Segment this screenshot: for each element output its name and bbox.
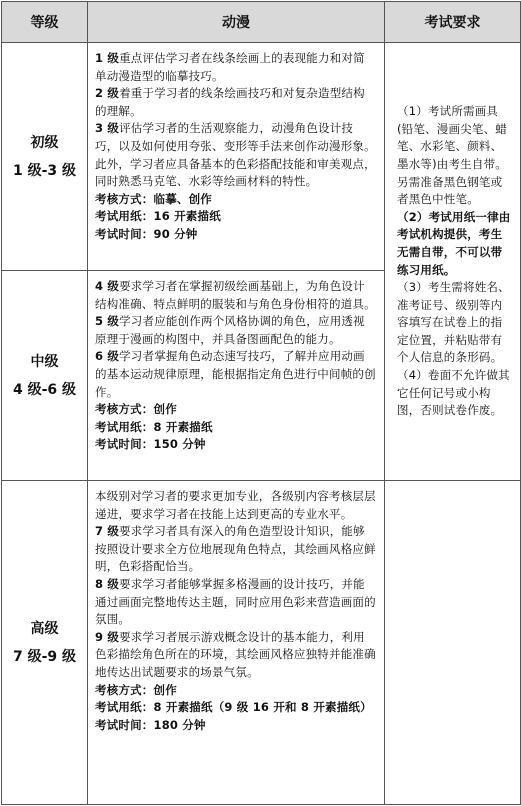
list-item: 4 级要求学习者在掌握初级绘画基础上，为角色设计结构准确、特点鲜明的服装和与角色身份相符的道具。 — [95, 279, 376, 311]
level-range: 4 级-6 级 — [12, 381, 77, 398]
header-anime: 动漫 — [88, 2, 385, 43]
exam-time: 考试时间：180 分钟 — [95, 717, 206, 732]
exam-requirements-table — [1, 1, 521, 805]
exam-method: 考核方式：创作 — [95, 402, 177, 417]
exam-method: 考核方式：临摹、创作 — [95, 191, 212, 206]
table-header-row — [2, 2, 521, 43]
level-name: 初级 — [30, 134, 59, 151]
exam-time: 考试时间：150 分钟 — [95, 437, 206, 452]
requirement-4: （4）卷面不允许做其它任何记号或小构图，否则试卷作废。 — [397, 368, 510, 418]
requirement-2: （2）考试用纸一律由考试机构提供，考生无需自带，不可以带练习用纸。 — [397, 209, 511, 277]
level-range: 1 级-3 级 — [12, 162, 77, 179]
exam-paper: 考试用纸：8 开素描纸 — [95, 419, 213, 434]
level-cell-advanced — [2, 481, 88, 805]
header-exam: 考试要求 — [385, 2, 521, 43]
content-cell-beginner — [88, 43, 385, 271]
level-range: 7 级-9 级 — [12, 648, 77, 665]
table-row-advanced — [2, 481, 521, 805]
content-cell-advanced — [88, 481, 385, 805]
list-item: 2 级着重于学习者的线条绘画技巧和对复杂造型结构的理解。 — [95, 86, 365, 118]
list-item: 7 级要求学习者具有深入的角色造型设计知识，能够按照设计要求全方位地展现角色特点，其绘画风格应鲜明，色彩搭配恰当。 — [95, 524, 376, 574]
empty-cell — [385, 481, 521, 805]
list-item: 5 级学习者应能创作两个风格协调的角色，应用透视原理于漫画的构图中，并具备图画配色的能力。 — [95, 314, 365, 346]
level-name: 中级 — [30, 353, 59, 370]
exam-paper: 考试用纸：8 开素描纸（9 级 16 开和 8 开素描纸） — [95, 700, 372, 715]
level-cell-beginner — [2, 43, 88, 271]
list-item: 3 级评估学习者的生活观察能力，动漫角色设计技巧，以及如何使用夸张、变形等手法来创作动漫形象。此外，学习者应具备基本的色彩搭配技能和审美观点，同时熟悉马克笔、水彩等绘画材料的特性。 — [95, 121, 376, 189]
exam-method: 考核方式：创作 — [95, 682, 177, 697]
requirement-1: （1）考试所需画具(铅笔、漫画尖笔、蜡笔、水彩笔、颜料、墨水等)由考生自带。另需准备黑色钢笔或者黑色中性笔。 — [397, 104, 507, 207]
table-row-beginner — [2, 43, 521, 271]
exam-requirements-cell — [385, 43, 521, 481]
level-cell-intermediate — [2, 271, 88, 481]
exam-time: 考试时间：90 分钟 — [95, 226, 198, 241]
list-item: 6 级学习者掌握角色动态速写技巧，了解并应用动画的基本运动规律原理，能根据指定角色进行中间帧的创作。 — [95, 349, 376, 399]
list-item: 8 级要求学习者能够掌握多格漫画的设计技巧，并能通过画面完整地传达主题，同时应用色彩来营造画面的氛围。 — [95, 576, 376, 627]
list-item: 1 级重点评估学习者在线条绘画上的表现能力和对简单动漫造型的临摹技巧。 — [95, 51, 365, 83]
level-name: 高级 — [30, 620, 59, 637]
requirement-3: （3）考生需将姓名、准考证号、级别等内容填写在试卷上的指定位置，并粘贴带有个人信息的条形码。 — [397, 280, 510, 365]
content-cell-intermediate — [88, 271, 385, 481]
level-intro: 本级别对学习者的要求更加专业，各级别内容考核层层递进，要求学习者在技能上达到更高的专业水平。 — [95, 489, 376, 521]
header-level: 等级 — [2, 2, 88, 43]
list-item: 9 级要求学习者展示游戏概念设计的基本能力，利用色彩描绘角色所在的环境，其绘画风格应独特并能准确地传达出试题要求的场景气氛。 — [95, 629, 376, 679]
exam-paper: 考试用纸：16 开素描纸 — [95, 209, 221, 224]
